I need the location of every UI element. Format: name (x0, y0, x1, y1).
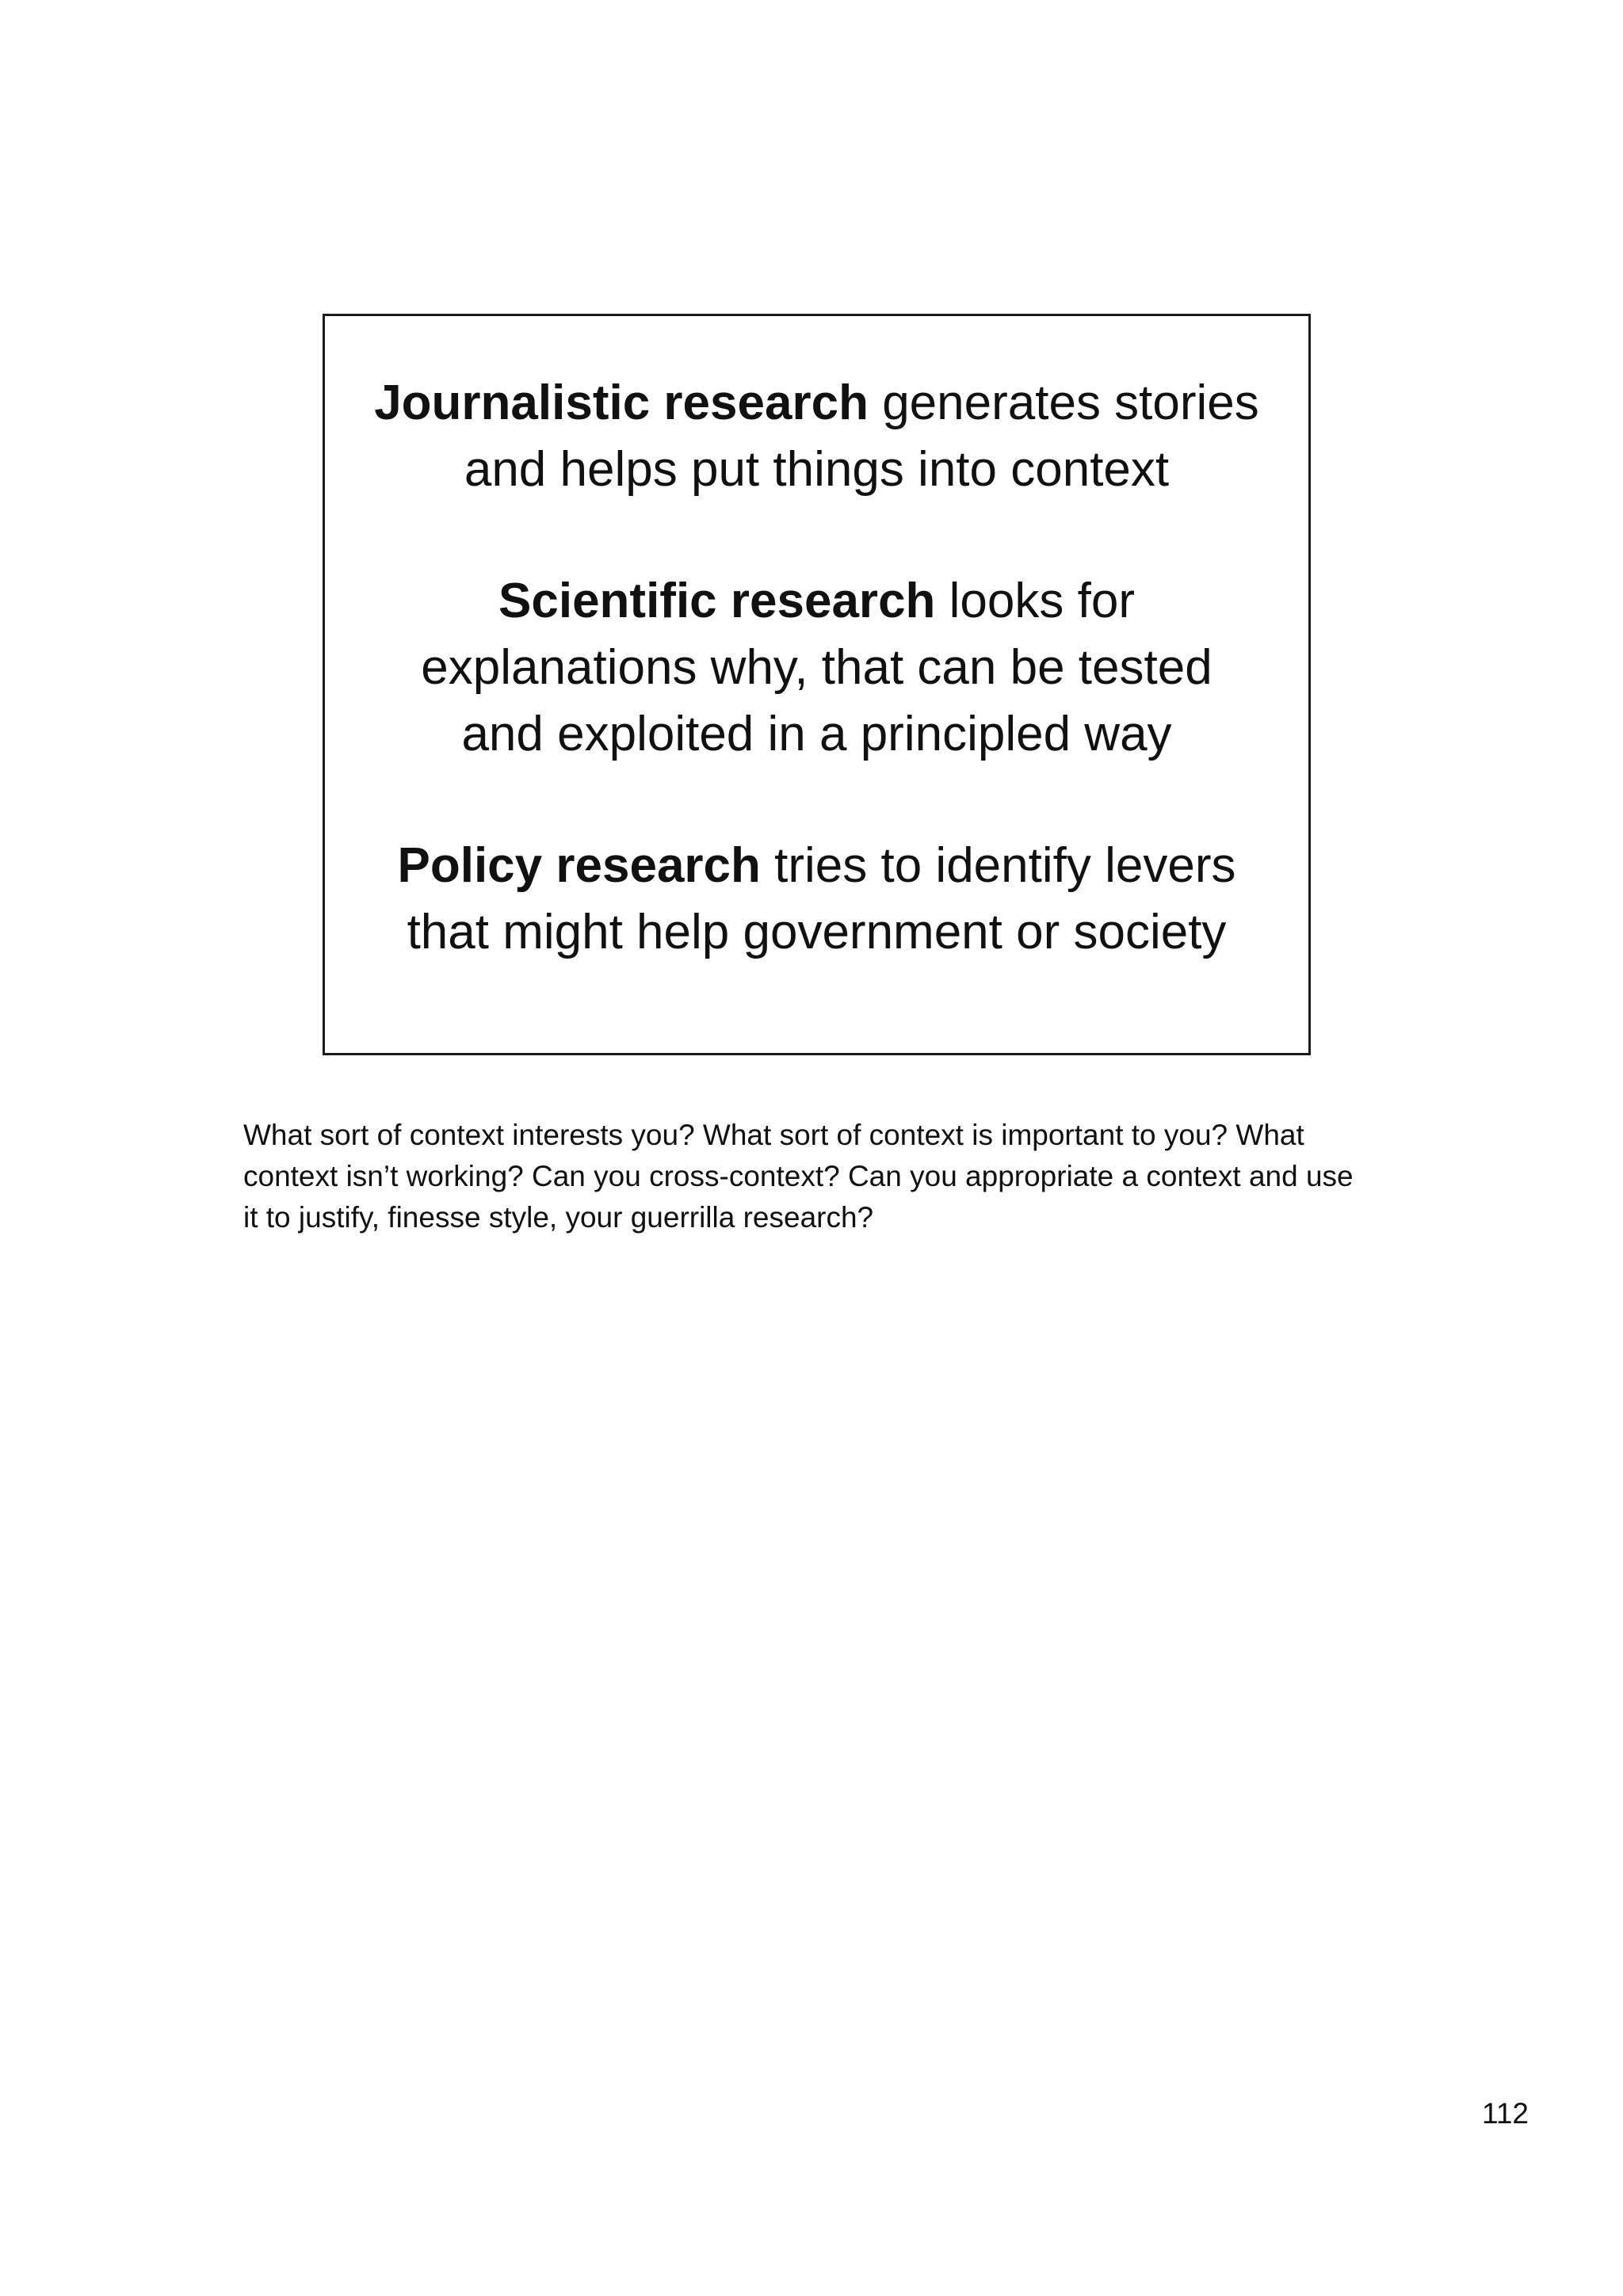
slide-block-line: and helps put things into context (464, 442, 1170, 497)
slide-block-policy (361, 833, 1273, 966)
notes-line: context isn’t working? Can you cross-context? Can you appropriate a context and use (243, 1160, 1354, 1192)
speaker-notes (243, 1115, 1400, 1238)
slide-block-scientific (361, 568, 1273, 768)
slide-text: generates stories (868, 376, 1259, 430)
slide-block-line (361, 833, 1273, 899)
slide-block-line: explanations why, that can be tested (421, 640, 1212, 695)
notes-line: it to justify, finesse style, your guerrilla research? (243, 1201, 874, 1234)
slide-block-line (361, 370, 1273, 437)
slide-block-line (361, 568, 1273, 635)
slide-term: Journalistic research (374, 376, 869, 430)
slide-frame (323, 314, 1311, 1055)
slide-block-journalistic (361, 370, 1273, 503)
notes-line: What sort of context interests you? What sort of context is important to you? What (243, 1119, 1304, 1151)
slide-text: looks for (935, 574, 1135, 628)
slide-term: Scientific research (498, 574, 936, 628)
slide-text: tries to identify levers (760, 838, 1236, 893)
page-number: 112 (1482, 2097, 1529, 2130)
slide-block-line: that might help government or society (407, 905, 1227, 959)
slide-block-line: and exploited in a principled way (461, 707, 1172, 761)
slide-term: Policy research (397, 838, 761, 893)
